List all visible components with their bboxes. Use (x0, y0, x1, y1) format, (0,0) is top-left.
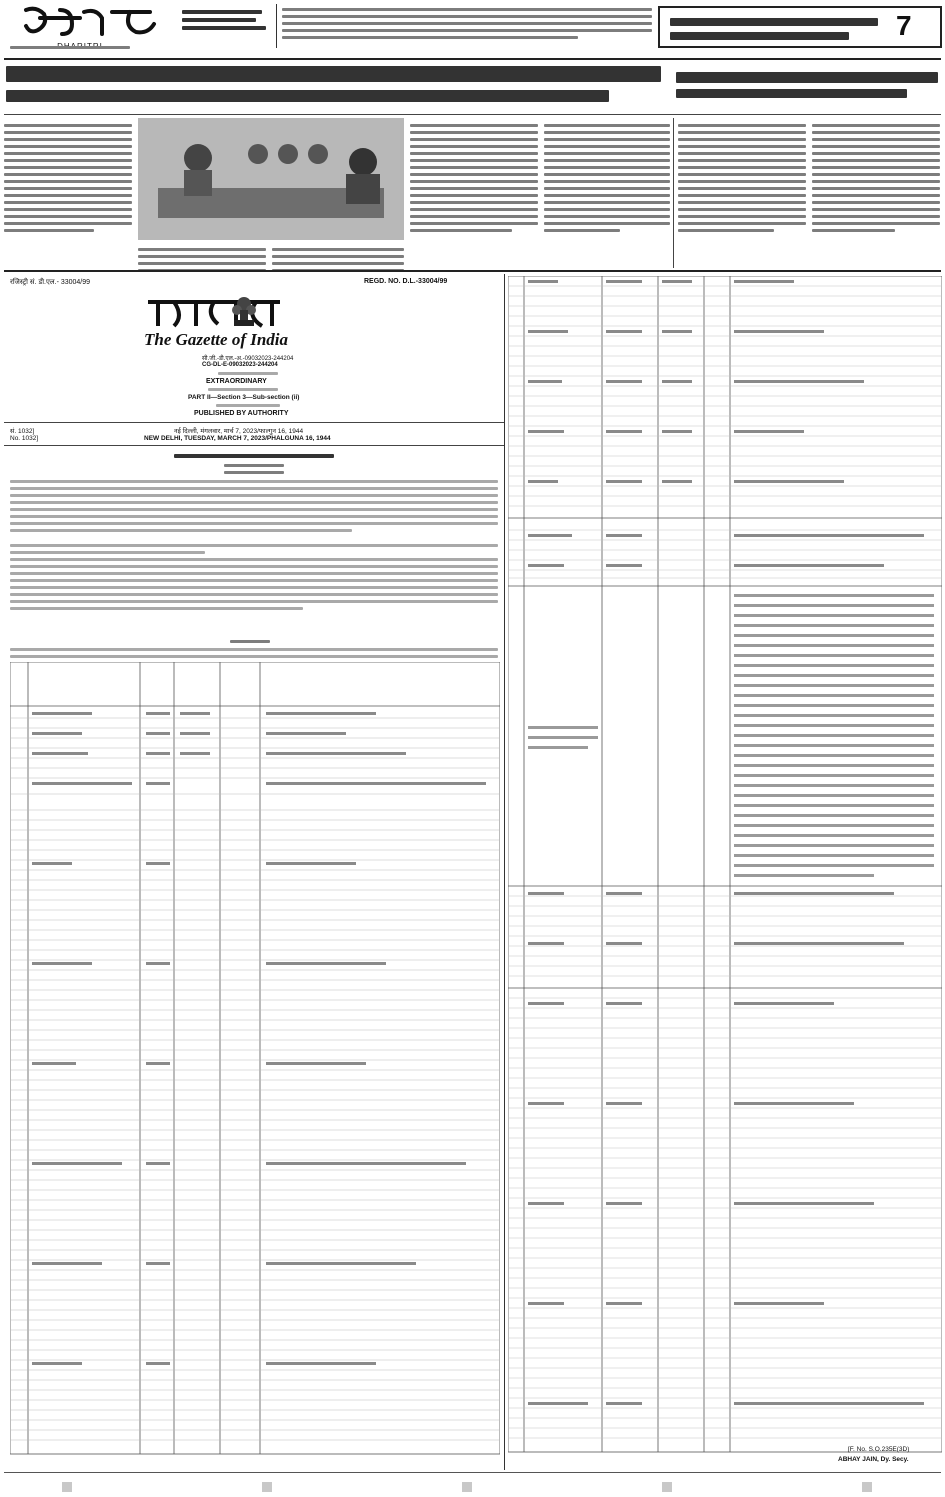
gazette-file-ref: [F. No. S.O.235E(3D) (848, 1446, 910, 1453)
gazette-signatory: ABHAY JAIN, Dy. Secy. (838, 1456, 909, 1463)
newspaper-logo (20, 4, 170, 48)
column-divider (673, 118, 674, 268)
emblem-icon (230, 292, 258, 330)
gazette-schedule-intro (10, 644, 498, 662)
gazette-title-english: The Gazette of India (144, 330, 289, 349)
story-left-col1 (4, 120, 132, 236)
teaser-story (282, 4, 652, 43)
gazette-part: PART II—Section 3—Sub-section (ii) (188, 394, 300, 401)
land-schedule-table-left (10, 662, 500, 1462)
newspaper-logo-mark (20, 4, 170, 38)
gazette-date-en: NEW DELHI, TUESDAY, MARCH 7, 2023/PHALGUNA 16, 1944 (144, 435, 331, 442)
gazette-number-rule (4, 422, 504, 423)
story-left-col5 (544, 120, 670, 236)
gazette-reg-right: REGD. NO. D.L.-33004/99 (364, 278, 448, 285)
top-rule (4, 58, 941, 60)
section-box (658, 6, 942, 48)
story-right-col2 (812, 120, 940, 236)
teaser-divider (276, 4, 277, 48)
footer-strip (0, 1478, 945, 1494)
masthead (0, 0, 945, 56)
gazette-notice (4, 274, 505, 1470)
main-headline (6, 66, 661, 102)
meeting-photo (138, 118, 404, 240)
gazette-cg-code-hi: सी.जी.-डी.एल.-अ.-09032023-244204 (202, 356, 294, 362)
gazette-title-hindi-mark (144, 296, 284, 330)
gazette-date-rule (4, 445, 504, 446)
headline-rule (4, 114, 941, 115)
section-title (670, 18, 878, 40)
gazette-notice-body (10, 476, 498, 614)
teaser-headline (182, 6, 270, 34)
second-headline (676, 72, 938, 98)
gazette-authority: PUBLISHED BY AUTHORITY (194, 410, 289, 417)
gazette-no-en: No. 1032] (10, 435, 39, 442)
meeting-photo-figures (138, 118, 404, 240)
page-number: 7 (896, 10, 912, 41)
story-right-col1 (678, 120, 806, 236)
footer-rule (4, 1472, 941, 1473)
gazette-cg-code-en: CG-DL-E-09032023-244204 (202, 362, 278, 368)
gazette-reg-left: रजिस्ट्री सं. डी.एल.- 33004/99 (10, 279, 91, 286)
gazette-top-rule (4, 270, 941, 272)
gazette-extraordinary: EXTRAORDINARY (206, 378, 267, 385)
land-schedule-grid-left (10, 662, 500, 1462)
gazette-date-hi: नई दिल्ली, मंगलवार, मार्च 7, 2023/फाल्गुन 16, 1944 (174, 428, 304, 435)
gazette-no-hi: सं. 1032] (10, 428, 35, 435)
story-left-col4 (410, 120, 538, 236)
land-schedule-grid-right (508, 276, 942, 1458)
gazette-title-hindi (144, 296, 284, 330)
land-schedule-table-right (508, 276, 942, 1458)
